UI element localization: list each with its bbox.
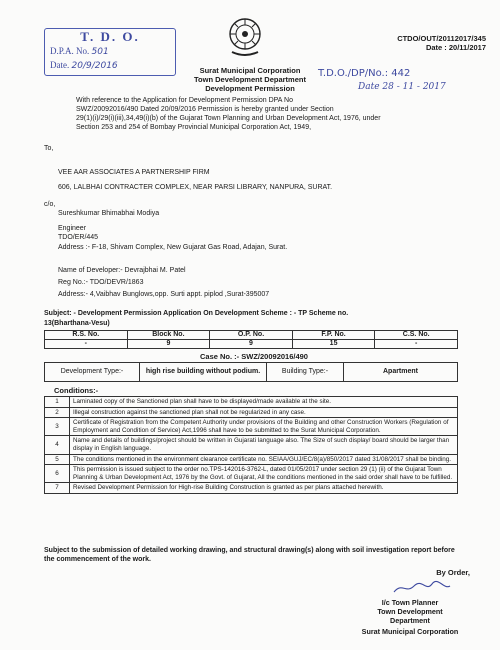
case-number: Case No. :- SWZ/20092016/490 xyxy=(200,352,308,361)
survey-value-row xyxy=(45,340,458,349)
survey-header: Block No. xyxy=(127,331,210,340)
intro-line-2: SWZ/20092016/490 Dated 20/09/2016 Permission is hereby granted under Section xyxy=(76,106,334,113)
survey-header: R.S. No. xyxy=(45,331,128,340)
condition-row xyxy=(45,454,458,465)
conditions-label: Conditions:- xyxy=(54,386,99,395)
header-date: Date : 20/11/2017 xyxy=(425,43,486,52)
stamp-dpa xyxy=(50,46,109,57)
condition-row xyxy=(45,418,458,436)
engineer-address: Address :- F-18, Shivam Complex, New Gujarat Gas Road, Adajan, Surat. xyxy=(58,244,288,251)
engineer-role: Engineer xyxy=(58,225,87,232)
condition-row xyxy=(45,436,458,454)
survey-value: - xyxy=(375,340,458,349)
engineer-name: Sureshkumar Bhimabhai Modiya xyxy=(58,210,160,217)
survey-value: 9 xyxy=(210,340,293,349)
intro-line-4: Section 253 and 254 of Bombay Provincial Municipal Corporation Act, 1949, xyxy=(76,124,312,131)
condition-text: Certificate of Registration from the Competent Authority under provisions of the Building and other Construction Workers (Regulation of Employment and Condition of Service) Act,1996 shall have to be submitted to the Surat Municipal Corporation. xyxy=(70,418,458,436)
condition-text: Laminated copy of the Sanctioned plan shall have to be displayed/made available at the site. xyxy=(70,397,458,408)
condition-number: 6 xyxy=(45,465,70,483)
stamp-dpa-value: 501 xyxy=(91,47,109,57)
building-type-value: Apartment xyxy=(344,363,458,382)
survey-header: F.P. No. xyxy=(292,331,375,340)
intro-line-1: With reference to the Application for Development Permission DPA No xyxy=(76,97,293,104)
stamp-date xyxy=(50,60,118,71)
conditions-table xyxy=(44,396,458,494)
developer-reg: Reg No.:- TDO/DEVR/1863 xyxy=(58,279,144,286)
tdo-reference: T.D.O./DP/No.: 442 xyxy=(318,68,411,79)
condition-row xyxy=(45,407,458,418)
condition-number: 3 xyxy=(45,418,70,436)
condition-row xyxy=(45,465,458,483)
to-label: To, xyxy=(44,145,54,152)
ref-number: CTDO/OUT/20112017/345 xyxy=(397,34,486,43)
survey-value: 9 xyxy=(127,340,210,349)
survey-value: 15 xyxy=(292,340,375,349)
org-department: Town Development Department xyxy=(194,75,306,84)
engineer-reg: TDO/ER/445 xyxy=(58,234,99,241)
addressee-address: 606, LALBHAI CONTRACTER COMPLEX, NEAR PARSI LIBRARY, NANPURA, SURAT. xyxy=(58,184,333,191)
smc-emblem-icon xyxy=(224,14,266,62)
survey-header: O.P. No. xyxy=(210,331,293,340)
stamp-title: T. D. O. xyxy=(80,29,140,44)
survey-table xyxy=(44,330,458,349)
signatory-dept-1: Town Development xyxy=(377,607,443,616)
condition-row xyxy=(45,397,458,408)
condition-number: 2 xyxy=(45,407,70,418)
subject-line-1: Subject: - Development Permission Application On Development Scheme : - TP Scheme no. xyxy=(44,310,349,317)
condition-text: Revised Development Permission for High-rise Building Construction is granted as per plans attached herewith. xyxy=(70,483,458,494)
footer-note: Subject to the submission of detailed working drawing, and structural drawing(s) along with soil investigation report before the commencement of the work. xyxy=(44,547,455,563)
dev-type-label: Development Type:- xyxy=(45,363,140,382)
signatory-dept-2: Department xyxy=(390,616,430,625)
addressee-firm: VEE AAR ASSOCIATES A PARTNERSHIP FIRM xyxy=(58,169,210,176)
intro-line-3: 29(1)(i)/29(i)(iii),34,49(i)(b) of the Gujarat Town Planning and Urban Development Act, 1976, under xyxy=(76,115,381,122)
developer-address: Address:- 4,Vaibhav Bunglows,opp. Surti appt. piplod ,Surat-395007 xyxy=(58,291,270,298)
stamp-date-label: Date. xyxy=(50,60,70,70)
developer-name: Name of Developer:- Devrajbhai M. Patel xyxy=(58,267,186,274)
building-type-label: Building Type:- xyxy=(267,363,344,382)
development-type-table xyxy=(44,362,458,382)
co-label: c/o, xyxy=(44,201,56,208)
signatory-title: I/c Town Planner xyxy=(381,598,439,607)
tdo-date: Date 28 - 11 - 2017 xyxy=(358,82,446,92)
stamp-date-value: 20/9/2016 xyxy=(71,61,118,71)
condition-row xyxy=(45,483,458,494)
condition-number: 7 xyxy=(45,483,70,494)
document-title: Development Permission xyxy=(205,84,295,93)
org-name: Surat Municipal Corporation xyxy=(199,66,301,75)
by-order: By Order, xyxy=(436,568,470,577)
condition-number: 1 xyxy=(45,397,70,408)
survey-header: C.S. No. xyxy=(375,331,458,340)
condition-text: Illegal construction against the sanctioned plan shall not be regularized in any case. xyxy=(70,407,458,418)
stamp-dpa-label: D.P.A. No. xyxy=(50,46,90,56)
signature-mark-icon xyxy=(392,580,452,596)
dev-type-value: high rise building without podium. xyxy=(140,363,267,382)
condition-number: 5 xyxy=(45,454,70,465)
signatory-org: Surat Municipal Corporation xyxy=(361,627,459,636)
survey-header-row xyxy=(45,331,458,340)
condition-text: This permission is issued subject to the order no.TPS-142016-3762-L, dated 01/05/2017 under section 29 (1) (ii) of the Gujarat Town Planning & Urban Development Act, 1976 by the Govt. of Gujarat, All the conditions mentioned in the said order shall have to be fulfilled. xyxy=(70,465,458,483)
condition-number: 4 xyxy=(45,436,70,454)
subject-line-2: 13(Bharthana-Vesu) xyxy=(44,320,110,327)
condition-text: Name and details of buildings/project should be written in Gujarati language also. The Size of such display/ board should be larger than display in English language. xyxy=(70,436,458,454)
survey-value: - xyxy=(45,340,128,349)
condition-text: The conditions mentioned in the environment clearance certificate no. SEIAA/GUJ/EC/8(a)/850/2017 dated 31/08/2017 shall be binding. xyxy=(70,454,458,465)
